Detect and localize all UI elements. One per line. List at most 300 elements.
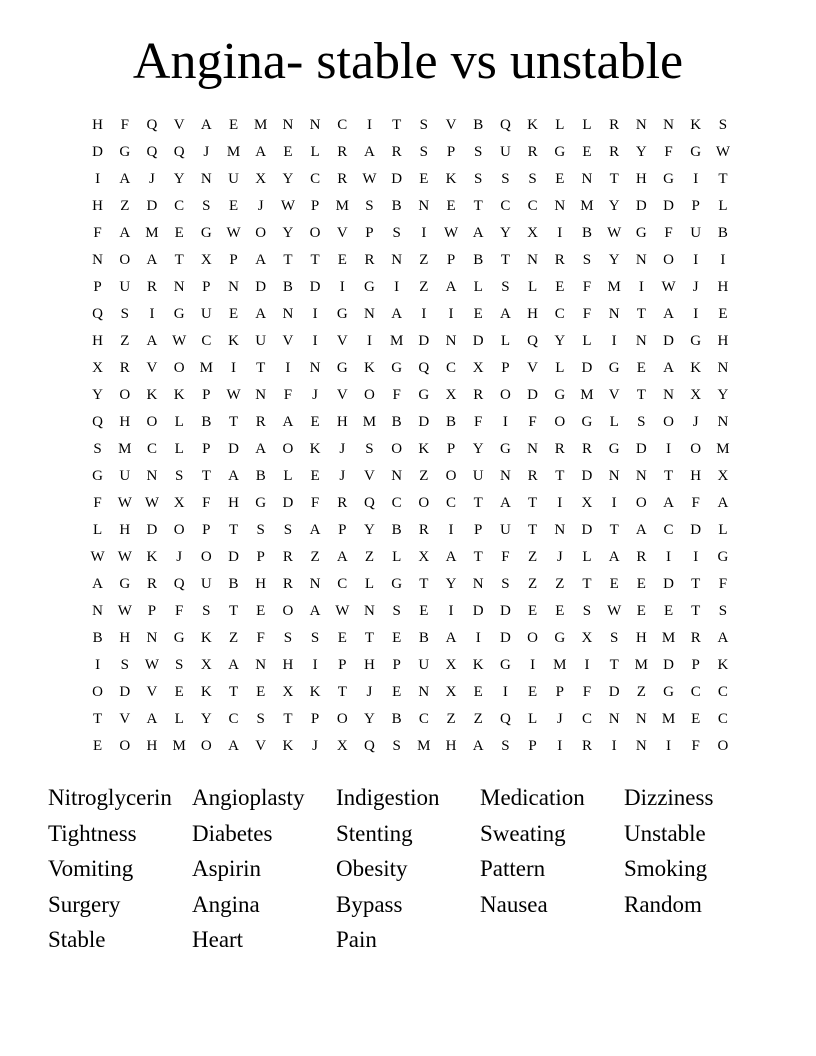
grid-letter: X	[445, 684, 457, 700]
grid-letter: D	[663, 333, 674, 349]
grid-letter: O	[92, 684, 104, 700]
grid-letter: R	[282, 576, 293, 592]
grid-letter: D	[635, 198, 647, 214]
grid-letter: J	[339, 441, 346, 457]
grid-letter: T	[256, 360, 266, 376]
grid-letter: G	[418, 387, 430, 403]
grid-letter: E	[609, 576, 619, 592]
grid-letter: Z	[419, 279, 429, 295]
grid-letter: I	[502, 414, 508, 430]
grid-letter: W	[226, 225, 241, 241]
grid-letter: Y	[282, 225, 294, 241]
grid-letter: T	[691, 603, 701, 619]
grid-letter: T	[691, 576, 701, 592]
grid-letter: L	[310, 144, 320, 160]
grid-letter: N	[635, 468, 647, 484]
grid-letter: A	[146, 252, 158, 268]
grid-letter: M	[417, 738, 431, 754]
grid-letter: U	[499, 144, 511, 160]
grid-letter: N	[92, 603, 104, 619]
grid-letter: W	[280, 198, 295, 214]
grid-letter: E	[174, 684, 184, 700]
grid-letter: I	[611, 333, 617, 349]
grid-letter: I	[448, 306, 454, 322]
grid-letter: T	[228, 414, 239, 430]
word-list-item: Angioplasty	[192, 785, 305, 810]
grid-letter: G	[119, 144, 131, 160]
word-list-item: Tightness	[48, 820, 137, 846]
grid-letter: M	[118, 441, 132, 457]
grid-letter: F	[691, 495, 700, 511]
word-list-item: Unstable	[624, 820, 706, 846]
grid-letter: C	[310, 171, 321, 187]
grid-letter: A	[445, 549, 457, 565]
grid-letter: O	[282, 441, 294, 457]
grid-letter: F	[174, 603, 184, 619]
grid-letter: X	[418, 549, 430, 565]
grid-letter: Q	[364, 495, 375, 511]
grid-letter: Z	[310, 549, 320, 565]
grid-row	[84, 598, 738, 625]
grid-letter: H	[635, 171, 647, 187]
grid-letter: I	[530, 657, 536, 673]
grid-letter: B	[473, 117, 484, 133]
grid-letter: L	[582, 549, 592, 565]
grid-letter: P	[691, 657, 700, 673]
grid-letter: M	[716, 441, 730, 457]
grid-row	[84, 436, 738, 463]
grid-letter: R	[581, 441, 592, 457]
grid-letter: S	[283, 630, 293, 646]
grid-letter: T	[174, 252, 184, 268]
grid-letter: I	[448, 522, 454, 538]
grid-letter: N	[282, 117, 294, 133]
grid-letter: V	[527, 360, 539, 376]
grid-row	[84, 274, 738, 301]
grid-letter: X	[527, 225, 539, 241]
grid-letter: I	[693, 549, 699, 565]
grid-letter: Z	[120, 198, 130, 214]
grid-letter: S	[474, 171, 483, 187]
word-list-item: Nausea	[480, 891, 548, 917]
grid-letter: P	[474, 522, 483, 538]
grid-letter: O	[200, 738, 212, 754]
grid-letter: C	[500, 198, 511, 214]
grid-letter: V	[445, 117, 457, 133]
grid-letter: D	[119, 684, 131, 700]
grid-letter: D	[391, 171, 403, 187]
grid-letter: Q	[499, 711, 511, 727]
grid-letter: K	[282, 738, 294, 754]
grid-letter: D	[92, 144, 104, 160]
grid-letter: S	[528, 171, 537, 187]
grid-letter: B	[255, 468, 266, 484]
grid-letter: S	[637, 414, 646, 430]
grid-letter: I	[557, 738, 563, 754]
grid-letter: O	[554, 414, 566, 430]
grid-letter: D	[690, 522, 702, 538]
grid-letter: A	[228, 468, 239, 484]
grid-letter: G	[554, 144, 566, 160]
grid-letter: O	[309, 225, 321, 241]
grid-letter: G	[391, 360, 403, 376]
grid-letter: E	[283, 144, 293, 160]
grid-letter: Z	[636, 684, 646, 700]
grid-letter: O	[391, 441, 403, 457]
grid-letter: X	[336, 738, 348, 754]
grid-letter: O	[717, 738, 729, 754]
grid-letter: J	[203, 144, 210, 160]
grid-letter: I	[557, 495, 563, 511]
grid-letter: T	[718, 171, 728, 187]
grid-letter: R	[337, 495, 348, 511]
grid-letter: U	[119, 279, 131, 295]
grid-letter: C	[418, 711, 429, 727]
grid-letter: F	[256, 630, 265, 646]
grid-letter: I	[366, 117, 372, 133]
grid-letter: V	[146, 360, 158, 376]
grid-letter: A	[309, 603, 321, 619]
grid-letter: G	[554, 630, 566, 646]
grid-letter: P	[310, 711, 320, 727]
grid-letter: M	[254, 117, 268, 133]
grid-letter: D	[499, 603, 511, 619]
grid-letter: E	[337, 252, 347, 268]
grid-letter: R	[554, 441, 565, 457]
grid-letter: R	[282, 549, 293, 565]
grid-letter: F	[664, 144, 673, 160]
grid-letter: C	[581, 711, 592, 727]
grid-letter: T	[663, 468, 674, 484]
grid-row	[84, 355, 738, 382]
grid-letter: N	[92, 252, 104, 268]
grid-letter: N	[635, 117, 647, 133]
grid-letter: Y	[445, 576, 457, 592]
grid-letter: J	[339, 468, 346, 484]
grid-letter: D	[581, 522, 593, 538]
grid-letter: D	[635, 441, 647, 457]
grid-letter: I	[95, 171, 101, 187]
grid-letter: T	[555, 468, 565, 484]
grid-letter: B	[92, 630, 103, 646]
grid-letter: S	[501, 576, 510, 592]
grid-letter: W	[335, 603, 350, 619]
grid-letter: P	[446, 252, 456, 268]
grid-letter: S	[310, 630, 320, 646]
grid-letter: S	[501, 738, 510, 754]
grid-letter: F	[664, 225, 673, 241]
grid-letter: T	[283, 711, 293, 727]
grid-letter: M	[389, 333, 404, 349]
grid-letter: U	[119, 468, 131, 484]
grid-letter: I	[666, 441, 672, 457]
grid-letter: Z	[555, 576, 565, 592]
grid-letter: D	[527, 387, 539, 403]
grid-letter: A	[282, 414, 294, 430]
grid-letter: R	[337, 144, 348, 160]
grid-letter: N	[499, 468, 511, 484]
grid-letter: Q	[364, 738, 375, 754]
grid-letter: O	[663, 252, 674, 268]
grid-letter: D	[146, 198, 158, 214]
grid-row	[84, 139, 738, 166]
grid-letter: E	[419, 603, 429, 619]
grid-row	[84, 166, 738, 193]
grid-letter: I	[339, 279, 345, 295]
grid-letter: B	[391, 711, 402, 727]
grid-row	[84, 220, 738, 247]
grid-letter: Q	[173, 576, 185, 592]
grid-letter: Q	[92, 414, 104, 430]
grid-letter: A	[391, 306, 403, 322]
grid-letter: Q	[92, 306, 104, 322]
grid-letter: F	[501, 549, 510, 565]
grid-letter: C	[527, 198, 538, 214]
grid-letter: S	[419, 117, 429, 133]
grid-letter: O	[635, 495, 647, 511]
grid-letter: R	[473, 387, 484, 403]
grid-letter: E	[473, 306, 483, 322]
grid-letter: R	[391, 144, 402, 160]
grid-letter: O	[336, 711, 348, 727]
grid-letter: E	[636, 360, 646, 376]
grid-letter: H	[92, 333, 104, 349]
grid-letter: A	[635, 522, 647, 538]
grid-letter: N	[472, 576, 484, 592]
grid-letter: F	[392, 387, 401, 403]
grid-letter: P	[446, 441, 456, 457]
word-list-item: Diabetes	[192, 820, 273, 846]
grid-letter: F	[718, 576, 728, 592]
grid-letter: D	[255, 279, 267, 295]
grid-letter: G	[499, 657, 511, 673]
grid-letter: U	[499, 522, 511, 538]
grid-letter: V	[608, 387, 620, 403]
grid-letter: H	[92, 198, 104, 214]
grid-letter: T	[310, 252, 320, 268]
grid-letter: G	[690, 333, 702, 349]
grid-letter: E	[555, 279, 565, 295]
grid-letter: E	[528, 684, 538, 700]
grid-letter: E	[528, 603, 538, 619]
grid-letter: S	[174, 657, 184, 673]
grid-letter: B	[201, 414, 212, 430]
grid-letter: C	[717, 711, 728, 727]
grid-letter: X	[255, 171, 267, 187]
grid-row	[84, 679, 738, 706]
grid-letter: L	[718, 198, 728, 214]
grid-letter: K	[146, 387, 158, 403]
grid-letter: Z	[528, 549, 538, 565]
grid-letter: H	[635, 630, 647, 646]
grid-letter: X	[581, 630, 593, 646]
grid-letter: I	[584, 657, 590, 673]
grid-letter: Y	[92, 387, 104, 403]
grid-letter: G	[173, 630, 185, 646]
grid-letter: I	[394, 279, 400, 295]
grid-letter: A	[608, 549, 620, 565]
grid-letter: X	[445, 387, 457, 403]
grid-letter: P	[202, 279, 211, 295]
grid-letter: N	[309, 117, 321, 133]
grid-letter: P	[501, 360, 510, 376]
grid-letter: E	[174, 225, 184, 241]
grid-letter: Z	[364, 549, 375, 565]
grid-letter: N	[418, 198, 430, 214]
grid-letter: E	[636, 576, 646, 592]
grid-letter: C	[337, 117, 348, 133]
grid-letter: G	[173, 306, 185, 322]
grid-letter: L	[174, 414, 184, 430]
grid-letter: N	[608, 468, 620, 484]
word-list-item: Aspirin	[192, 856, 261, 881]
grid-letter: T	[337, 684, 347, 700]
grid-letter: I	[149, 306, 155, 322]
grid-row	[84, 112, 738, 139]
letter-grid	[84, 112, 738, 760]
grid-row	[84, 517, 738, 544]
grid-letter: K	[690, 117, 702, 133]
grid-letter: G	[336, 306, 348, 322]
grid-letter: D	[309, 279, 321, 295]
grid-letter: W	[144, 657, 160, 673]
grid-letter: D	[608, 684, 620, 700]
grid-letter: A	[663, 495, 674, 511]
grid-letter: L	[582, 333, 592, 349]
grid-letter: S	[474, 144, 483, 160]
word-list-item: Vomiting	[48, 856, 134, 881]
grid-letter: J	[692, 279, 699, 295]
grid-row	[84, 193, 738, 220]
grid-letter: T	[364, 630, 375, 646]
grid-letter: S	[392, 603, 401, 619]
grid-letter: I	[421, 225, 427, 241]
grid-letter: A	[146, 333, 158, 349]
grid-letter: H	[119, 630, 131, 646]
grid-row	[84, 652, 738, 679]
grid-letter: C	[146, 441, 157, 457]
grid-letter: T	[528, 522, 538, 538]
grid-letter: W	[117, 549, 132, 565]
grid-letter: R	[255, 414, 266, 430]
grid-letter: R	[364, 252, 375, 268]
grid-letter: G	[608, 441, 620, 457]
grid-letter: S	[582, 252, 592, 268]
grid-letter: N	[391, 252, 403, 268]
grid-letter: M	[553, 657, 567, 673]
grid-letter: K	[364, 360, 375, 376]
grid-letter: R	[554, 252, 565, 268]
grid-letter: N	[717, 360, 729, 376]
grid-letter: N	[391, 468, 403, 484]
grid-letter: T	[609, 171, 619, 187]
grid-letter: O	[255, 225, 267, 241]
grid-row	[84, 706, 738, 733]
grid-letter: S	[120, 657, 129, 673]
grid-letter: W	[117, 495, 132, 511]
grid-letter: X	[92, 360, 104, 376]
grid-letter: I	[366, 333, 372, 349]
grid-letter: S	[120, 306, 129, 322]
grid-letter: T	[93, 711, 103, 727]
grid-letter: G	[92, 468, 104, 484]
grid-letter: A	[228, 738, 239, 754]
grid-letter: T	[609, 657, 619, 673]
grid-letter: Z	[528, 576, 538, 592]
grid-letter: W	[226, 387, 241, 403]
grid-letter: N	[717, 414, 729, 430]
grid-letter: L	[174, 711, 184, 727]
grid-letter: V	[255, 738, 267, 754]
grid-letter: E	[473, 684, 483, 700]
grid-letter: A	[119, 225, 131, 241]
grid-letter: H	[527, 306, 539, 322]
grid-letter: S	[256, 522, 265, 538]
grid-letter: I	[448, 603, 454, 619]
grid-letter: H	[119, 414, 131, 430]
grid-letter: W	[443, 225, 459, 241]
grid-letter: O	[527, 630, 539, 646]
grid-letter: L	[93, 522, 103, 538]
grid-row	[84, 409, 738, 436]
grid-letter: C	[554, 306, 565, 322]
grid-letter: S	[609, 630, 619, 646]
grid-letter: C	[201, 333, 212, 349]
grid-letter: U	[200, 306, 212, 322]
grid-letter: N	[309, 576, 321, 592]
word-list-item: Smoking	[624, 856, 708, 881]
grid-letter: L	[500, 333, 510, 349]
grid-letter: Y	[717, 387, 729, 403]
grid-letter: K	[309, 441, 321, 457]
grid-letter: B	[391, 198, 402, 214]
grid-letter: A	[228, 657, 239, 673]
grid-letter: S	[392, 738, 401, 754]
grid-letter: A	[445, 630, 457, 646]
grid-letter: N	[255, 657, 267, 673]
grid-letter: C	[337, 576, 348, 592]
page-title: Angina- stable vs unstable	[132, 33, 684, 90]
grid-letter: V	[146, 684, 158, 700]
grid-letter: L	[392, 549, 402, 565]
grid-letter: U	[255, 333, 267, 349]
grid-letter: H	[717, 279, 729, 295]
grid-letter: M	[661, 711, 676, 727]
grid-letter: J	[312, 387, 319, 403]
grid-letter: O	[690, 441, 702, 457]
grid-letter: N	[418, 684, 430, 700]
grid-letter: G	[499, 441, 511, 457]
grid-letter: N	[635, 252, 647, 268]
grid-letter: N	[200, 171, 212, 187]
grid-letter: E	[582, 144, 592, 160]
grid-letter: O	[418, 495, 430, 511]
grid-letter: X	[445, 657, 457, 673]
grid-letter: I	[312, 657, 318, 673]
grid-letter: G	[717, 549, 729, 565]
grid-letter: L	[528, 711, 538, 727]
grid-letter: V	[364, 468, 375, 484]
grid-letter: G	[690, 144, 702, 160]
word-list-item: Medication	[480, 785, 585, 810]
grid-letter: I	[693, 171, 699, 187]
grid-letter: I	[312, 306, 318, 322]
grid-letter: M	[172, 738, 186, 754]
grid-letter: W	[607, 603, 622, 619]
grid-letter: D	[663, 657, 674, 673]
grid-letter: X	[200, 252, 212, 268]
grid-letter: N	[282, 306, 294, 322]
